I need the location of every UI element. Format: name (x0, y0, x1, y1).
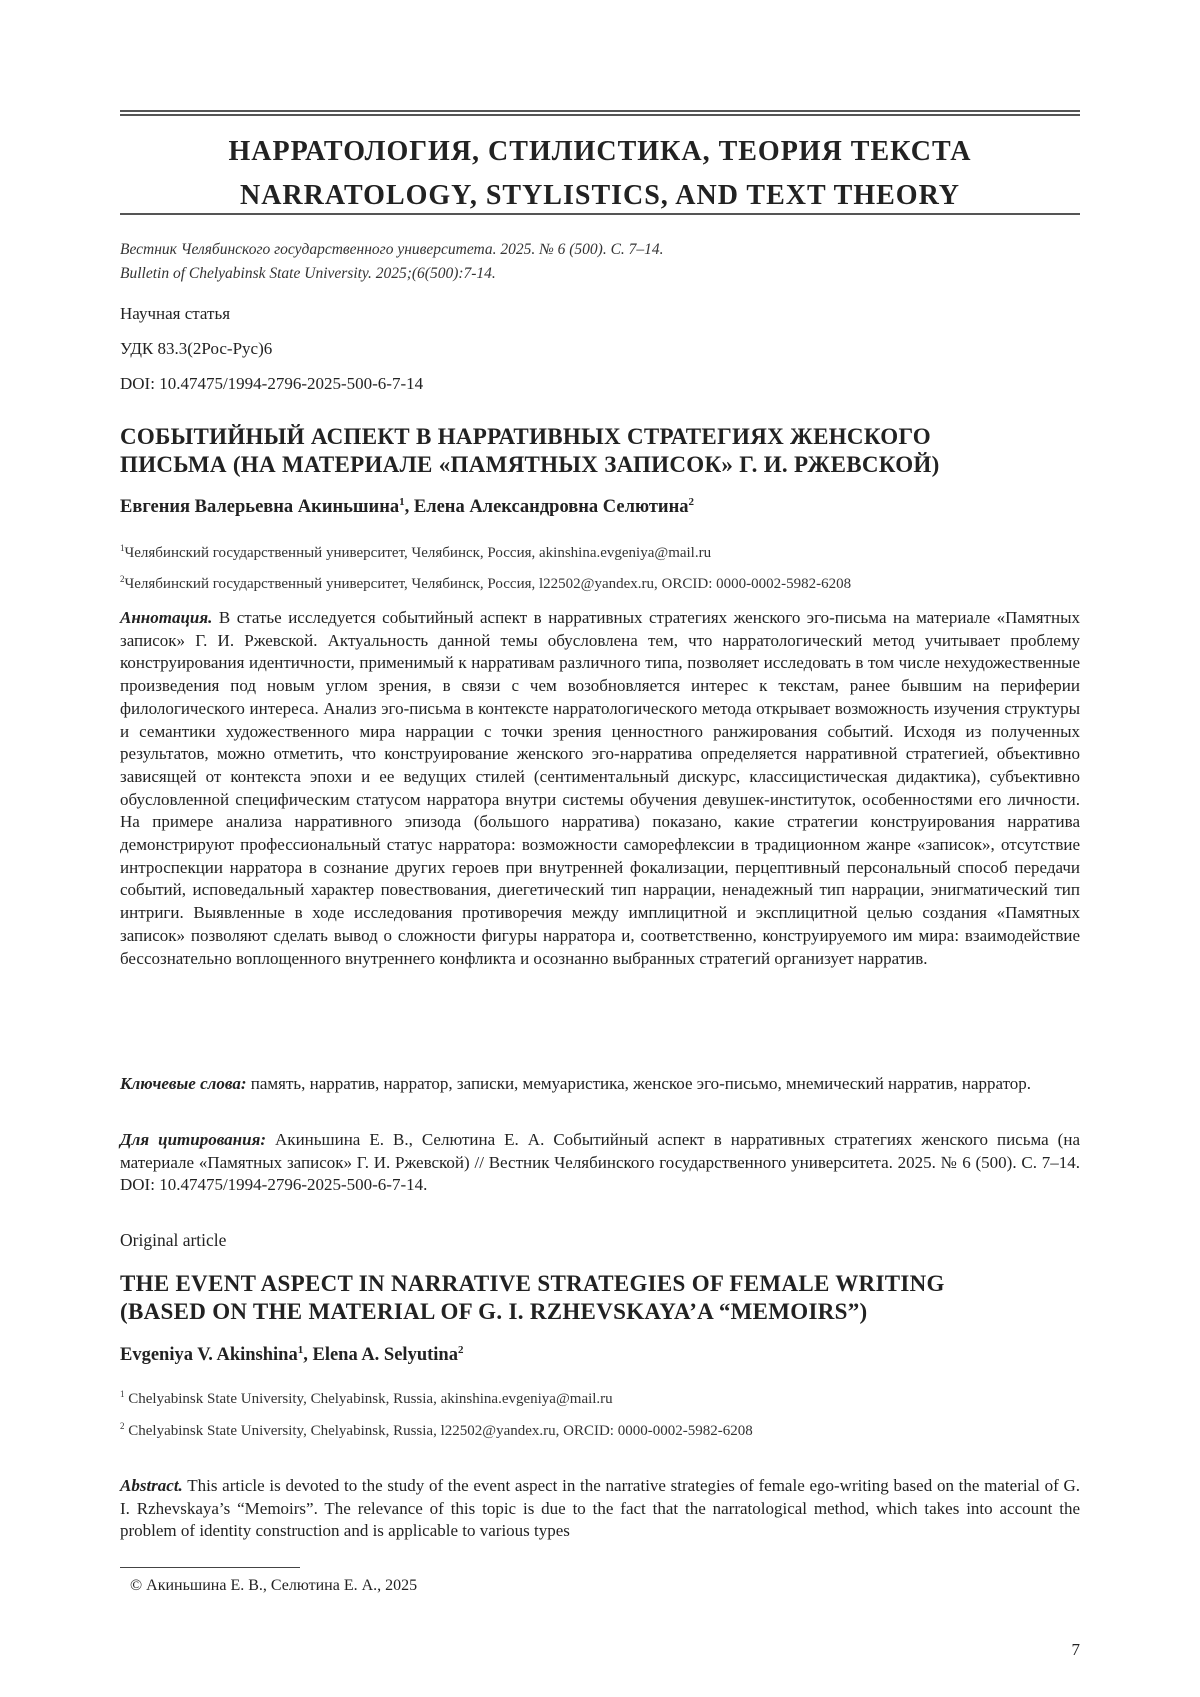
abstract-en-text: This article is devoted to the study of the event aspect in the narrative strategies of female ego-writing based on the material of G. I. Rzhevskaya’s “Memoirs”. The relevance of this topic is due to the fact that the narratological method, which takes into account the problem of identity construction and is applicable to various types (120, 1476, 1080, 1541)
copyright-footnote: © Акиньшина Е. В., Селютина Е. А., 2025 (130, 1577, 418, 1594)
authors-en-separator: , (303, 1345, 313, 1366)
footnote-rule (120, 1567, 300, 1568)
article-type: Научная статья (120, 304, 231, 323)
section-heading-ru: НАРРАТОЛОГИЯ, СТИЛИСТИКА, ТЕОРИЯ ТЕКСТА (228, 136, 972, 167)
header-top-rule (120, 110, 1080, 116)
author-2-en: Elena A. Selyutina (312, 1345, 458, 1366)
affil-2-en-text: Chelyabinsk State University, Chelyabinsk, Russia, l22502@yandex.ru, ORCID: 0000-0002-5982-6208 (124, 1423, 753, 1439)
article-title-ru (120, 423, 1080, 479)
journal-page (120, 0, 1080, 1697)
keywords-ru-text: память, нарратив, нарратор, записки, мемуаристика, женское эго-письмо, мнемический нарратив, нарратор. (250, 1074, 1032, 1093)
affiliation-2-en (120, 1421, 753, 1440)
author-2-ru: Елена Александровна Селютина (413, 497, 689, 518)
section-heading-en: NARRATOLOGY, STYLISTICS, AND TEXT THEORY (239, 180, 961, 211)
header-bottom-rule (120, 213, 1080, 215)
affiliation-1-ru (120, 543, 711, 562)
affil-1-ru-sup: 1 (120, 543, 125, 553)
journal-ref-ru: Вестник Челябинского государственного университета. 2025. № 6 (500). С. 7–14. (120, 241, 664, 258)
author-1-ru: Евгения Валерьевна Акиньшина (120, 497, 400, 518)
abstract-ru-label: Аннотация. (120, 608, 213, 627)
author-1-en: Evgeniya V. Akinshina (120, 1345, 298, 1366)
authors-en (120, 1344, 463, 1366)
affil-1-en-text: Chelyabinsk State University, Chelyabinsk, Russia, akinshina.evgeniya@mail.ru (124, 1391, 613, 1407)
journal-reference (120, 238, 664, 286)
page-number: 7 (1071, 1640, 1080, 1659)
abstract-ru-text: В статье исследуется событийный аспект в нарративных стратегиях женского эго-письма на материале «Памятных записок» Г. И. Ржевской. Актуальность данной темы обусловлена тем, что нарратологический метод учитывает проблему конструирования идентичности, применимый к нарративам различного типа, позволяет исследовать в том числе нехудожественные произведения под новым углом зрения, в связи с чем возобновляется интерес к текстам, ранее бывшим на периферии филологического интереса. Анализ эго-письма в контексте нарратологического метода открывает возможность изучения структуры и семантики художественного мира наррации с точки зрения ценностного ранжирования событий. Исходя из полученных результатов, можно отметить, что конструирование женского эго-нарратива определяется нарративной стратегией, объективно зависящей от контекста эпохи и ее ведущих стилей (сентиментальный дискурс, классицистическая дидактика), субъективно обусловленной специфическим статусом нарратора внутри системы обучения девушек-институток, особенностями его личности. На примере анализа нарративного эпизода (большого нарратива) показано, какие стратегии конструирования нарратива демонстрируют профессиональный статус нарратора: возможности саморефлексии в традиционном жанре «записок», отсутствие интроспекции нарратора в сознание других героев при внутренней фокализации, перцептивный персональный способ передачи событий, исповедальный характер повествования, диегетический тип наррации, ненадежный тип наррации, энигматический тип интриги. Выявленные в ходе исследования противоречия между имплицитной и эксплицитной целью создания «Памятных записок» позволяют сделать вывод о сложности фигуры нарратора и, соответственно, конструируемого им мира: взаимодействие бессознательно воплощенного внутреннего конфликта и осознанно выбранных стратегий организует нарратив. (120, 608, 1080, 968)
doi: DOI: 10.47475/1994-2796-2025-500-6-7-14 (120, 374, 424, 393)
author-2-ru-sup: 2 (688, 496, 695, 508)
abstract-en (120, 1475, 1080, 1543)
title-ru-line-1: СОБЫТИЙНЫЙ АСПЕКТ В НАРРАТИВНЫХ СТРАТЕГИЯХ ЖЕНСКОГО (120, 424, 931, 449)
citation-ru (120, 1129, 1080, 1197)
affil-2-ru-sup: 2 (120, 574, 125, 584)
keywords-ru (120, 1073, 1080, 1096)
affil-2-ru-text: Челябинский государственный университет, Челябинск, Россия, l22502@yandex.ru, ORCID: 0000-0002-5982-6208 (124, 576, 852, 592)
abstract-en-label: Abstract. (120, 1476, 183, 1495)
affil-2-en-sup: 2 (120, 1421, 125, 1431)
keywords-ru-label: Ключевые слова: (120, 1074, 247, 1093)
title-en-line-1: THE EVENT ASPECT IN NARRATIVE STRATEGIES OF FEMALE WRITING (120, 1271, 945, 1296)
affiliation-1-en (120, 1389, 613, 1408)
author-1-ru-sup: 1 (399, 496, 405, 508)
authors-ru-separator: , (404, 497, 414, 518)
title-ru-line-2: ПИСЬМА (НА МАТЕРИАЛЕ «ПАМЯТНЫХ ЗАПИСОК» Г. И. РЖЕВСКОЙ) (120, 452, 940, 477)
citation-ru-label: Для цитирования: (120, 1130, 266, 1149)
authors-ru (120, 496, 694, 518)
affil-1-en-sup: 1 (120, 1389, 125, 1399)
abstract-ru (120, 607, 1080, 970)
article-type-en: Original article (120, 1230, 227, 1250)
affiliation-2-ru (120, 574, 851, 593)
author-2-en-sup: 2 (457, 1344, 464, 1356)
affil-1-ru-text: Челябинский государственный университет, Челябинск, Россия, akinshina.evgeniya@mail.ru (124, 545, 712, 561)
title-en-line-2: (BASED ON THE MATERIAL OF G. I. RZHEVSKAYA’A “MEMOIRS”) (120, 1299, 868, 1324)
article-title-en (120, 1270, 1080, 1326)
section-heading (120, 130, 1080, 218)
author-1-en-sup: 1 (297, 1344, 304, 1356)
udc-code: УДК 83.3(2Рос-Рус)6 (120, 339, 273, 358)
journal-ref-en: Bulletin of Chelyabinsk State University. 2025;(6(500):7-14. (120, 265, 496, 282)
citation-ru-text: Акиньшина Е. В., Селютина Е. А. Событийный аспект в нарративных стратегиях женского письма (на материале «Памятных записок» Г. И. Ржевской) // Вестник Челябинского государственного университета. 2025. № 6 (500). С. 7–14. DOI: 10.47475/1994-2796-2025-500-6-7-14. (120, 1130, 1080, 1195)
